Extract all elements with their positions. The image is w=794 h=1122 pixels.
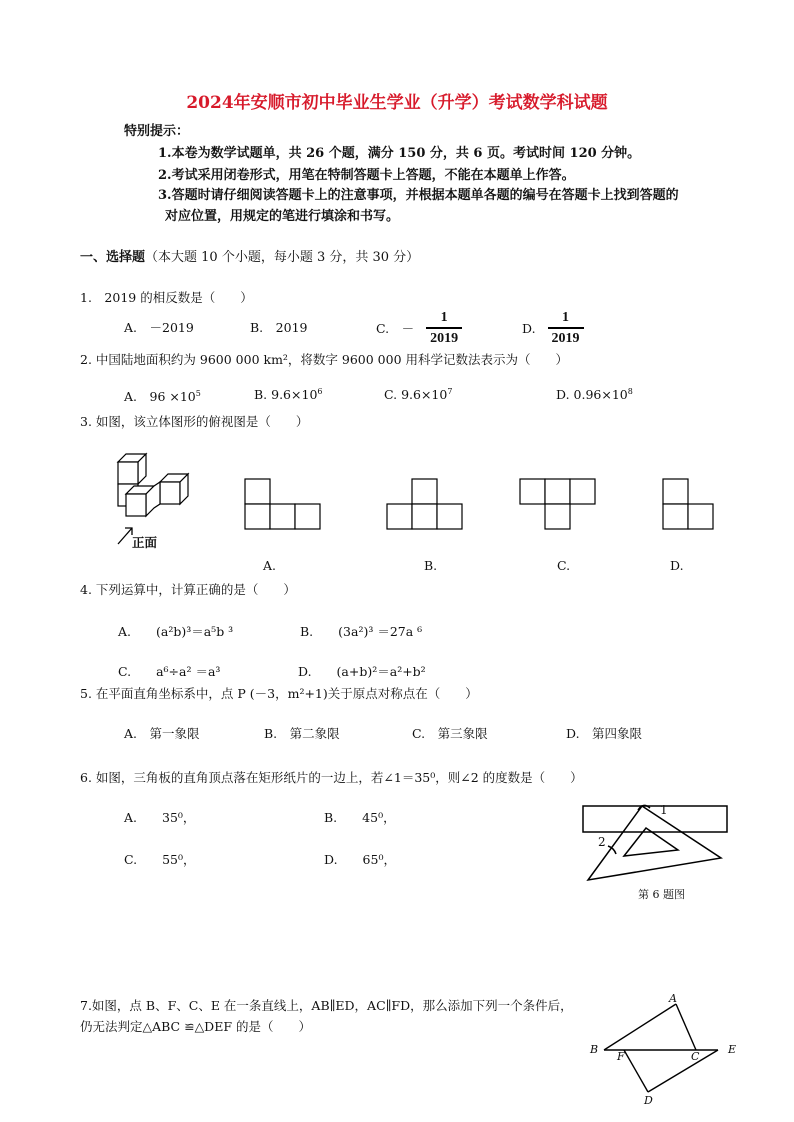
section-desc: （本大题 10 个小题，每小题 3 分，共 30 分） [145,250,420,265]
q6-stem: 6. 如图，三角板的直角顶点落在矩形纸片的一边上，若∠1＝35⁰，则∠2 的度数是（ ） [80,770,583,785]
q3-stem: 3. 如图，该立体图形的俯视图是（ ） [80,414,309,429]
q6-option-d: D. 65⁰， [324,852,396,867]
q7-line-2: 仍无法判定△ABC ≌△DEF 的是（ ） [80,1019,311,1034]
q5-stem: 5. 在平面直角坐标系中，点 P (－3，m²+1)关于原点对称点在（ ） [80,686,478,701]
notice-heading: 特别提示： [124,124,190,139]
notice-item-2: 2.考试采用闭卷形式，用笔在特制答题卡上答题，不能在本题单上作答。 [158,168,575,183]
q3-label-a: A. [263,558,277,573]
section-label: 一、选择题 [80,250,146,265]
q7-figure [590,992,740,1108]
notice-item-3: 3.答题时请仔细阅读答题卡上的注意事项，并根据本题单各题的编号在答题卡上找到答题的 [158,188,679,203]
q4-option-c: C. a⁶÷a² ＝a³ [118,664,221,679]
point-f-label: F [617,1050,625,1063]
q2-option-a: A. $96 \times 10^5$ [124,388,201,404]
q6-option-a: A. 35⁰， [124,810,196,825]
q2-stem: 2. 中国陆地面积约为 9600 000 km²，将数字 9600 000 用科学记数法表示为（ ） [80,352,569,367]
point-c-label: C [691,1050,700,1063]
q4-option-d: D. (a+b)²＝a²+b² [298,664,426,679]
angle-1-label: 1 [660,803,668,817]
q6-option-c: C. 55⁰， [124,852,196,867]
q7-line-1: 7.如图，点 B、F、C、E 在一条直线上，AB∥ED，AC∥FD，那么添加下列一个条件后， [80,998,573,1013]
q2-option-c: C. $9.6\times 10^7$ [384,387,453,403]
q3-label-c: C. [557,558,571,573]
q1-option-a: A. －2019 [124,320,194,335]
q3-label-d: D. [670,558,684,573]
q5-option-a: A. 第一象限 [124,726,200,741]
section-heading [80,246,419,265]
q1-option-c: C. － $\frac{1}{2019}$ [376,309,462,347]
q5-option-d: D. 第四象限 [566,726,643,741]
q2-option-b: B. $9.6\times 10^6$ [254,387,323,403]
q2-option-d: D. $0.96\times 10^8$ [556,387,633,403]
q5-option-b: B. 第二象限 [264,726,340,741]
point-e-label: E [728,1043,737,1056]
q4-option-a: A. (a²b)³＝a⁵b ³ [118,624,234,639]
q3-option-b-figure [386,478,466,530]
q6-caption: 第 6 题图 [638,888,685,901]
q6-option-b: B. 45⁰， [324,810,396,825]
q4-option-b: B. (3a²)³ ＝27a ⁶ [300,624,423,639]
angle-2-label: 2 [598,835,606,849]
page-title: 2024年安顺市初中毕业生学业（升学）考试数学科试题 [186,93,608,113]
q3-option-c-figure [519,478,599,530]
fraction: $\frac{1}{2019}$ [426,309,462,347]
front-label: 正面 [132,535,158,550]
q1-stem: 1. 2019 的相反数是（ ） [80,290,253,305]
point-d-label: D [644,1094,653,1107]
point-b-label: B [590,1043,599,1056]
notice-item-4: 对应位置，用规定的笔进行填涂和书写。 [165,209,400,224]
q3-option-a-figure [244,478,324,530]
fraction: $\frac{1}{2019}$ [548,309,584,347]
notice-item-1: 1.本卷为数学试题单，共 26 个题，满分 150 分，共 6 页。考试时间 120 分钟。 [158,146,641,161]
q3-label-b: B. [424,558,438,573]
q1-option-b: B. 2019 [250,320,308,335]
q5-option-c: C. 第三象限 [412,726,488,741]
point-a-label: A [669,992,677,1005]
q1-option-d: D. $\frac{1}{2019}$ [522,309,584,347]
q3-option-d-figure [662,478,717,530]
q4-stem: 4. 下列运算中，计算正确的是（ ） [80,582,296,597]
